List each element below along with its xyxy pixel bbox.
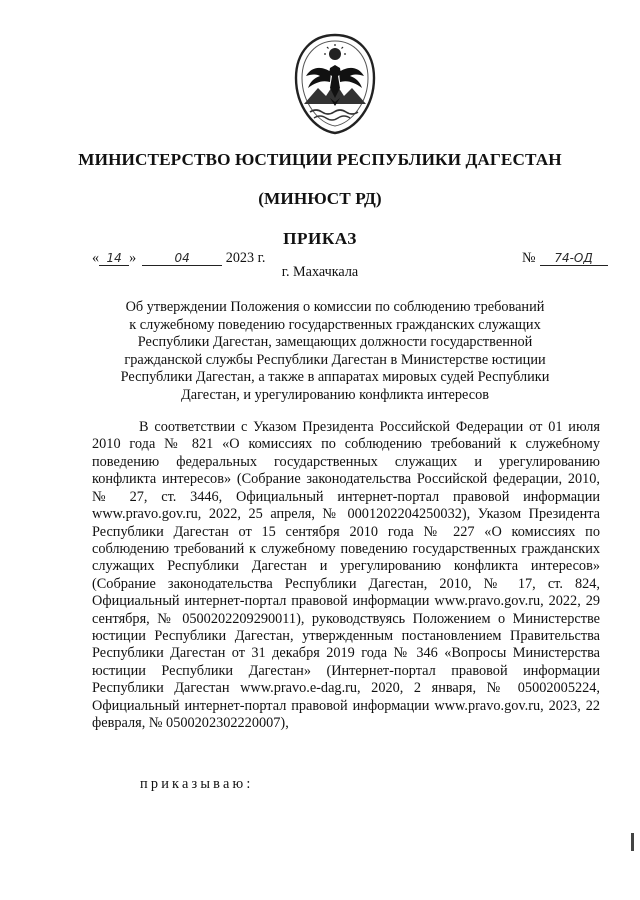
subject-line: Дагестан, и урегулированию конфликта интересов xyxy=(181,386,489,403)
scan-edge-mark xyxy=(631,833,634,851)
subject-line: гражданской службы Республики Дагестан в Министерстве юстиции xyxy=(124,351,546,368)
date-year: 2023 г. xyxy=(225,250,266,266)
ministry-title: МИНИСТЕРСТВО ЮСТИЦИИ РЕСПУБЛИКИ ДАГЕСТАН xyxy=(78,150,562,169)
date-open-quote: « xyxy=(92,250,100,266)
document-subject xyxy=(95,299,575,404)
body-text: В соответствии с Указом Президента Российской Федерации от 01 июля 2010 года № 821 «О комиссиях по соблюдению требований к служебному поведению федеральных государственных служащих и урегулированию конфликта интересов» (Собрание законодательства Российской федерации, 2010, № 27, ст. 3446, Официальный интернет-портал правовой информации www.pravo.gov.ru, 2022, 25 апреля, № 0001202204250032), Указом Президента Республики Дагестан от 15 сентября 2010 года № 227 «О комиссиях по соблюдению требований к служебному поведению государственных гражданских служащих Республики Дагестан и урегулированию конфликта интересов» (Собрание законодательства Республики Дагестан, 2010, № 17, ст. 824, Официальный интернет-портал правовой информации www.pravo.gov.ru, 2022, 29 сентября, № 0500202209290011), руководствуясь Положением о Министерстве юстиции Республики Дагестан, утвержденным постановлением Правительства Республики Дагестан от 31 декабря 2019 года № 346 «Вопросы Министерства юстиции Республики Дагестан» (Интернет-портал правовой информации Республики Дагестан www.pravo.e-dag.ru, 2020, 2 января, № 05002005224, Официальный интернет-портал правовой информации www.pravo.gov.ru, 2023, 22 февраля, № 0500202302220007), xyxy=(92,419,600,732)
order-verb: приказываю: xyxy=(140,776,254,792)
subject-line: к служебному поведению государственных гражданских служащих xyxy=(129,316,541,333)
subject-line: Об утверждении Положения о комиссии по соблюдению требований xyxy=(125,299,545,315)
body-paragraph xyxy=(92,419,600,733)
date-day: 14 xyxy=(99,251,129,266)
ministry-abbreviation: (МИНЮСТ РД) xyxy=(258,189,382,208)
document-type: ПРИКАЗ xyxy=(283,229,357,248)
subject-line: Республики Дагестан, замещающих должности государственной xyxy=(137,334,533,350)
number-value: 74-ОД xyxy=(540,251,608,266)
dagestan-coat-of-arms-icon xyxy=(290,32,380,136)
date-close-quote: » xyxy=(129,250,137,266)
date-month: 04 xyxy=(142,251,222,266)
city: г. Махачкала xyxy=(281,264,359,280)
number-label: № xyxy=(522,250,536,266)
subject-line: Республики Дагестан, а также в аппаратах мировых судей Республики xyxy=(120,369,550,385)
